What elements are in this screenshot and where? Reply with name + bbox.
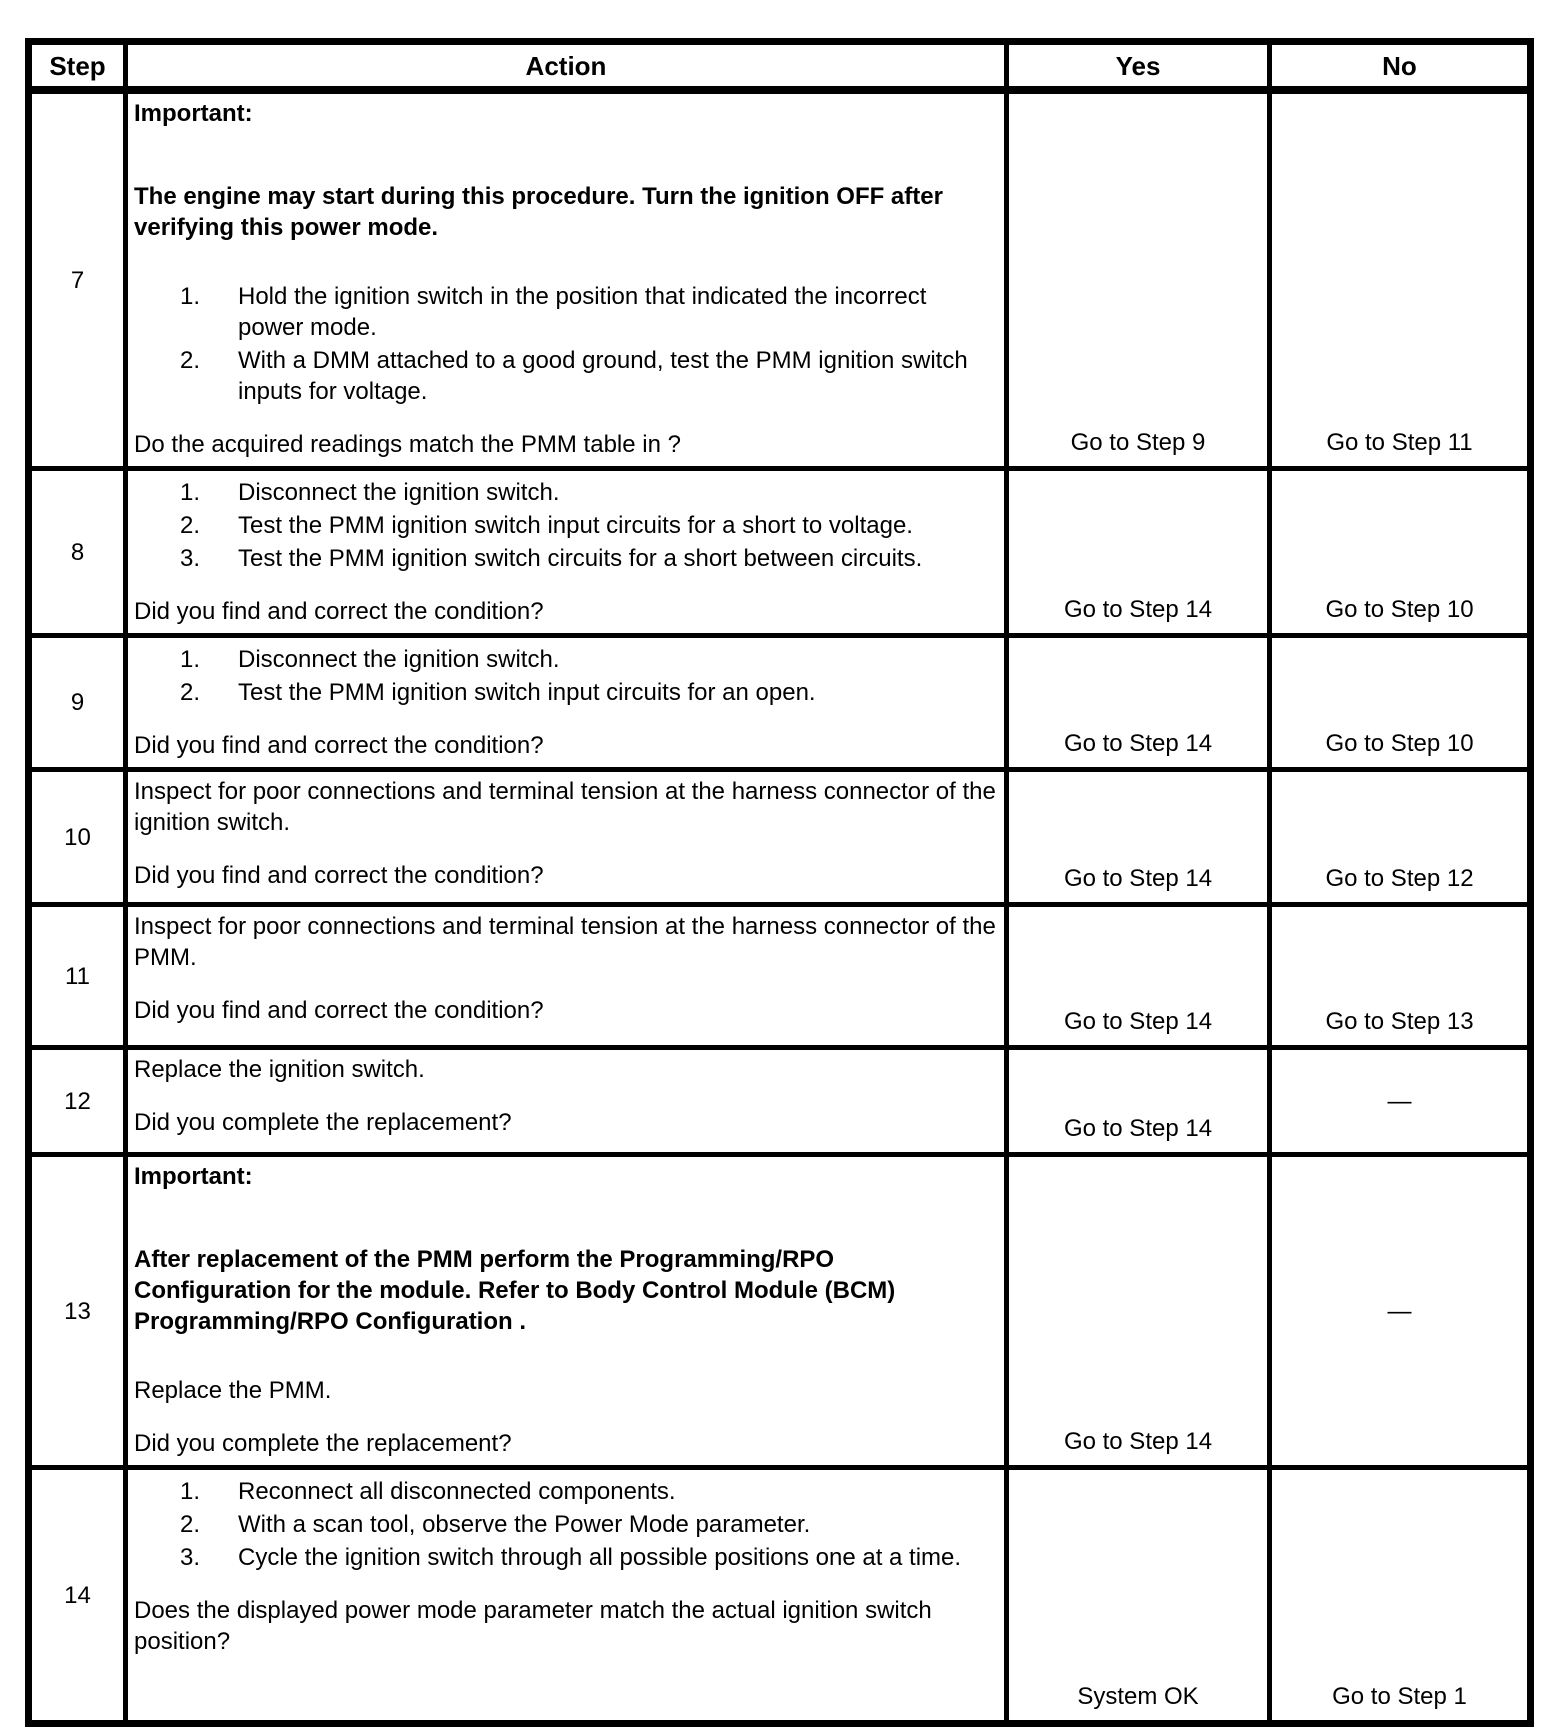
action-content (134, 1054, 996, 1146)
step-cell: 9 (29, 636, 126, 770)
no-cell: — (1270, 1048, 1531, 1155)
action-content (134, 475, 996, 627)
no-cell: Go to Step 10 (1270, 636, 1531, 770)
table-row (29, 1048, 1531, 1155)
column-header-no: No (1270, 42, 1531, 91)
action-list-item: Disconnect the ignition switch. (238, 646, 560, 673)
yes-cell: Go to Step 14 (1007, 469, 1270, 636)
no-cell: Go to Step 11 (1270, 90, 1531, 469)
action-list-item: With a DMM attached to a good ground, test the PMM ignition switch inputs for voltage. (238, 347, 968, 405)
yes-cell: System OK (1007, 1468, 1270, 1724)
action-list-item: With a scan tool, observe the Power Mode parameter. (238, 1511, 811, 1538)
table-row (29, 1155, 1531, 1468)
no-cell: Go to Step 1 (1270, 1468, 1531, 1724)
action-list (134, 642, 996, 708)
action-paragraph: Replace the ignition switch. (134, 1056, 425, 1083)
action-cell (126, 905, 1007, 1048)
action-question: Does the displayed power mode parameter match the actual ignition switch position? (134, 1597, 932, 1655)
table-row (29, 90, 1531, 469)
header-row (29, 42, 1531, 91)
action-question: Did you find and correct the condition? (134, 997, 544, 1024)
action-cell (126, 1155, 1007, 1468)
action-content (134, 642, 996, 761)
table-row (29, 905, 1531, 1048)
action-cell (126, 636, 1007, 770)
yes-cell: Go to Step 14 (1007, 905, 1270, 1048)
yes-cell: Go to Step 14 (1007, 636, 1270, 770)
yes-cell: Go to Step 14 (1007, 1155, 1270, 1468)
action-question: Did you complete the replacement? (134, 1109, 512, 1136)
step-cell: 14 (29, 1468, 126, 1724)
action-content (134, 1161, 996, 1459)
no-cell: — (1270, 1155, 1531, 1468)
document-page (0, 38, 1568, 1710)
action-list-item: Test the PMM ignition switch input circuits for an open. (238, 679, 816, 706)
no-cell: Go to Step 13 (1270, 905, 1531, 1048)
diagnostic-table (25, 38, 1534, 1727)
table-row (29, 770, 1531, 905)
action-important-text: After replacement of the PMM perform the Programming/RPO Configuration for the module. Refer to Body Control Module (BCM) Programming/RPO Configuration . (134, 1246, 896, 1335)
action-content (134, 776, 996, 896)
action-content (134, 1474, 996, 1714)
action-important-text: The engine may start during this procedure. Turn the ignition OFF after verifying this power mode. (134, 183, 943, 241)
action-list-item: Reconnect all disconnected components. (238, 1478, 676, 1505)
action-content (134, 98, 996, 460)
step-cell: 10 (29, 770, 126, 905)
step-cell: 13 (29, 1155, 126, 1468)
step-cell: 8 (29, 469, 126, 636)
action-cell (126, 90, 1007, 469)
action-question: Did you complete the replacement? (134, 1430, 512, 1457)
action-question: Do the acquired readings match the PMM table in ? (134, 431, 681, 458)
no-cell: Go to Step 10 (1270, 469, 1531, 636)
action-cell (126, 770, 1007, 905)
action-list-item: Disconnect the ignition switch. (238, 479, 560, 506)
yes-cell: Go to Step 9 (1007, 90, 1270, 469)
yes-cell: Go to Step 14 (1007, 1048, 1270, 1155)
action-cell (126, 469, 1007, 636)
action-list-item: Hold the ignition switch in the position that indicated the incorrect power mode. (238, 283, 927, 341)
action-paragraph: Replace the PMM. (134, 1377, 332, 1404)
action-cell (126, 1048, 1007, 1155)
table-row (29, 469, 1531, 636)
step-cell: 11 (29, 905, 126, 1048)
step-cell: 7 (29, 90, 126, 469)
column-header-yes: Yes (1007, 42, 1270, 91)
action-question: Did you find and correct the condition? (134, 862, 544, 889)
table-header (29, 42, 1531, 91)
column-header-step: Step (29, 42, 126, 91)
action-cell (126, 1468, 1007, 1724)
yes-cell: Go to Step 14 (1007, 770, 1270, 905)
action-important-text: Important: (134, 1163, 253, 1190)
action-paragraph: Inspect for poor connections and terminal tension at the harness connector of the PMM. (134, 913, 996, 971)
action-paragraph: Inspect for poor connections and terminal tension at the harness connector of the ignition switch. (134, 778, 996, 836)
step-cell: 12 (29, 1048, 126, 1155)
action-list (134, 1474, 996, 1573)
no-cell: Go to Step 12 (1270, 770, 1531, 905)
action-list (134, 475, 996, 574)
table-row (29, 636, 1531, 770)
column-header-action: Action (126, 42, 1007, 91)
action-important-text: Important: (134, 100, 253, 127)
action-list (134, 279, 996, 407)
action-list-item: Test the PMM ignition switch input circuits for a short to voltage. (238, 512, 913, 539)
table-row (29, 1468, 1531, 1724)
table-body (29, 90, 1531, 1724)
action-content (134, 911, 996, 1039)
action-question: Did you find and correct the condition? (134, 732, 544, 759)
action-question: Did you find and correct the condition? (134, 598, 544, 625)
action-list-item: Cycle the ignition switch through all possible positions one at a time. (238, 1544, 962, 1571)
action-list-item: Test the PMM ignition switch circuits for a short between circuits. (238, 545, 923, 572)
